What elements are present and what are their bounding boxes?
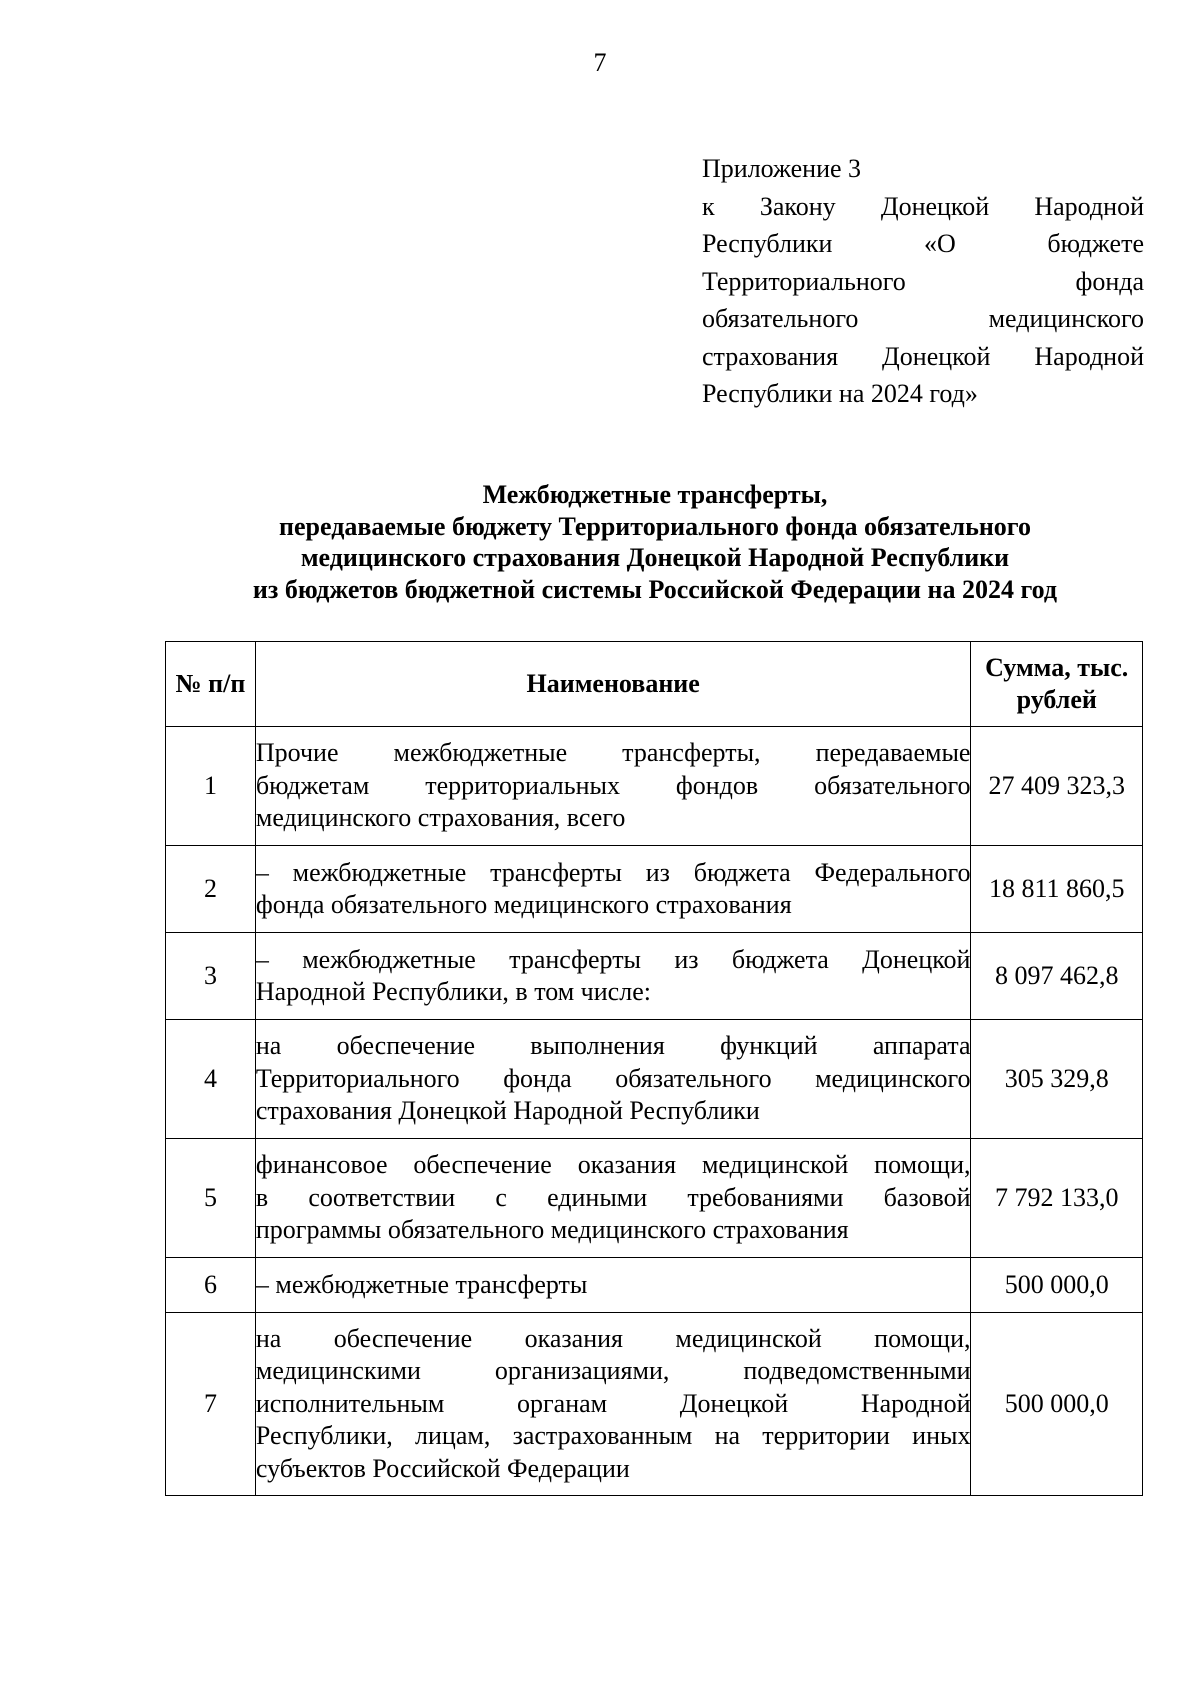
table-row (166, 933, 1143, 1020)
header-name: Наименование (255, 642, 971, 727)
row-name-line: исполнительным органам Донецкой Народной (255, 1388, 971, 1418)
row-name-line: – межбюджетные трансферты из бюджета Донецкой (255, 944, 971, 974)
row-name-line: на обеспечение оказания медицинской помощи, (255, 1323, 971, 1353)
appendix-line: Территориального фонда (702, 266, 1144, 296)
row-name (255, 1139, 971, 1258)
row-name (255, 1313, 971, 1496)
row-sum: 305 329,8 (971, 1020, 1143, 1139)
row-sum: 500 000,0 (971, 1313, 1143, 1496)
table-row (166, 727, 1143, 846)
header-sum-line: рублей (1016, 685, 1097, 714)
row-sum: 18 811 860,5 (971, 846, 1143, 933)
title-line: из бюджетов бюджетной системы Российской Федерации на 2024 год (252, 574, 1058, 604)
appendix-line: Республики «О бюджете (702, 229, 1144, 258)
row-number: 7 (166, 1313, 256, 1496)
appendix-line: обязательного медицинского (702, 304, 1144, 333)
row-name-line: на обеспечение выполнения функций аппарата (255, 1031, 971, 1061)
row-number: 1 (166, 727, 256, 846)
title-line: передаваемые бюджету Территориального фонда обязательного (279, 511, 1031, 541)
table-row (166, 1313, 1143, 1496)
header-number: № п/п (166, 642, 256, 727)
row-number: 6 (166, 1258, 256, 1313)
row-name-line: Народной Республики, в том числе: (255, 977, 651, 1006)
row-name-line: медицинскими организациями, подведомственными (255, 1356, 971, 1386)
row-name-line: медицинского страхования, всего (255, 803, 626, 833)
header-sum-line: Сумма, тыс. (985, 652, 1129, 682)
appendix-line: к Закону Донецкой Народной (702, 191, 1144, 221)
row-name-line: субъектов Российской Федерации (255, 1453, 630, 1483)
table-row (166, 846, 1143, 933)
row-sum: 8 097 462,8 (971, 933, 1143, 1020)
row-number: 5 (166, 1139, 256, 1258)
transfers-table (165, 641, 1143, 1496)
table-row (166, 1139, 1143, 1258)
page-number: 7 (593, 48, 607, 77)
table-row (166, 1258, 1143, 1313)
row-name (255, 846, 971, 933)
title-line: Межбюджетные трансферты, (482, 480, 828, 509)
row-sum: 7 792 133,0 (971, 1139, 1143, 1258)
row-sum: 500 000,0 (971, 1258, 1143, 1313)
row-sum: 27 409 323,3 (971, 727, 1143, 846)
appendix-line: Приложение 3 (702, 154, 862, 183)
row-name-line: программы обязательного медицинского страхования (255, 1215, 849, 1245)
header-sum (971, 642, 1143, 727)
row-name (255, 727, 971, 846)
appendix-line: Республики на 2024 год» (702, 379, 978, 408)
row-name-line: – межбюджетные трансферты из бюджета Федерального (255, 857, 971, 887)
row-name (255, 1258, 971, 1313)
row-number: 3 (166, 933, 256, 1020)
row-name-line: страхования Донецкой Народной Республики (255, 1096, 760, 1126)
table-header-row (166, 642, 1143, 727)
row-number: 2 (166, 846, 256, 933)
row-name (255, 1020, 971, 1139)
row-name-line: бюджетам территориальных фондов обязательного (255, 770, 971, 800)
row-name (255, 933, 971, 1020)
row-number: 4 (166, 1020, 256, 1139)
row-name-line: финансовое обеспечение оказания медицинской помощи, (255, 1150, 971, 1180)
row-name-line: Территориального фонда обязательного медицинского (255, 1063, 971, 1093)
row-name-line: фонда обязательного медицинского страхования (255, 890, 792, 919)
row-name-line: Прочие межбюджетные трансферты, передаваемые (255, 738, 971, 768)
row-name-line: Республики, лицам, застрахованным на территории иных (255, 1421, 971, 1451)
appendix-header (702, 150, 1144, 413)
title-line: медицинского страхования Донецкой Народной Республики (300, 543, 1010, 572)
document-title (0, 479, 1200, 605)
table-row (166, 1020, 1143, 1139)
appendix-line: страхования Донецкой Народной (702, 341, 1144, 371)
row-name-line: в соответствии с едиными требованиями базовой (255, 1182, 971, 1212)
row-name-line: – межбюджетные трансферты (255, 1269, 588, 1299)
